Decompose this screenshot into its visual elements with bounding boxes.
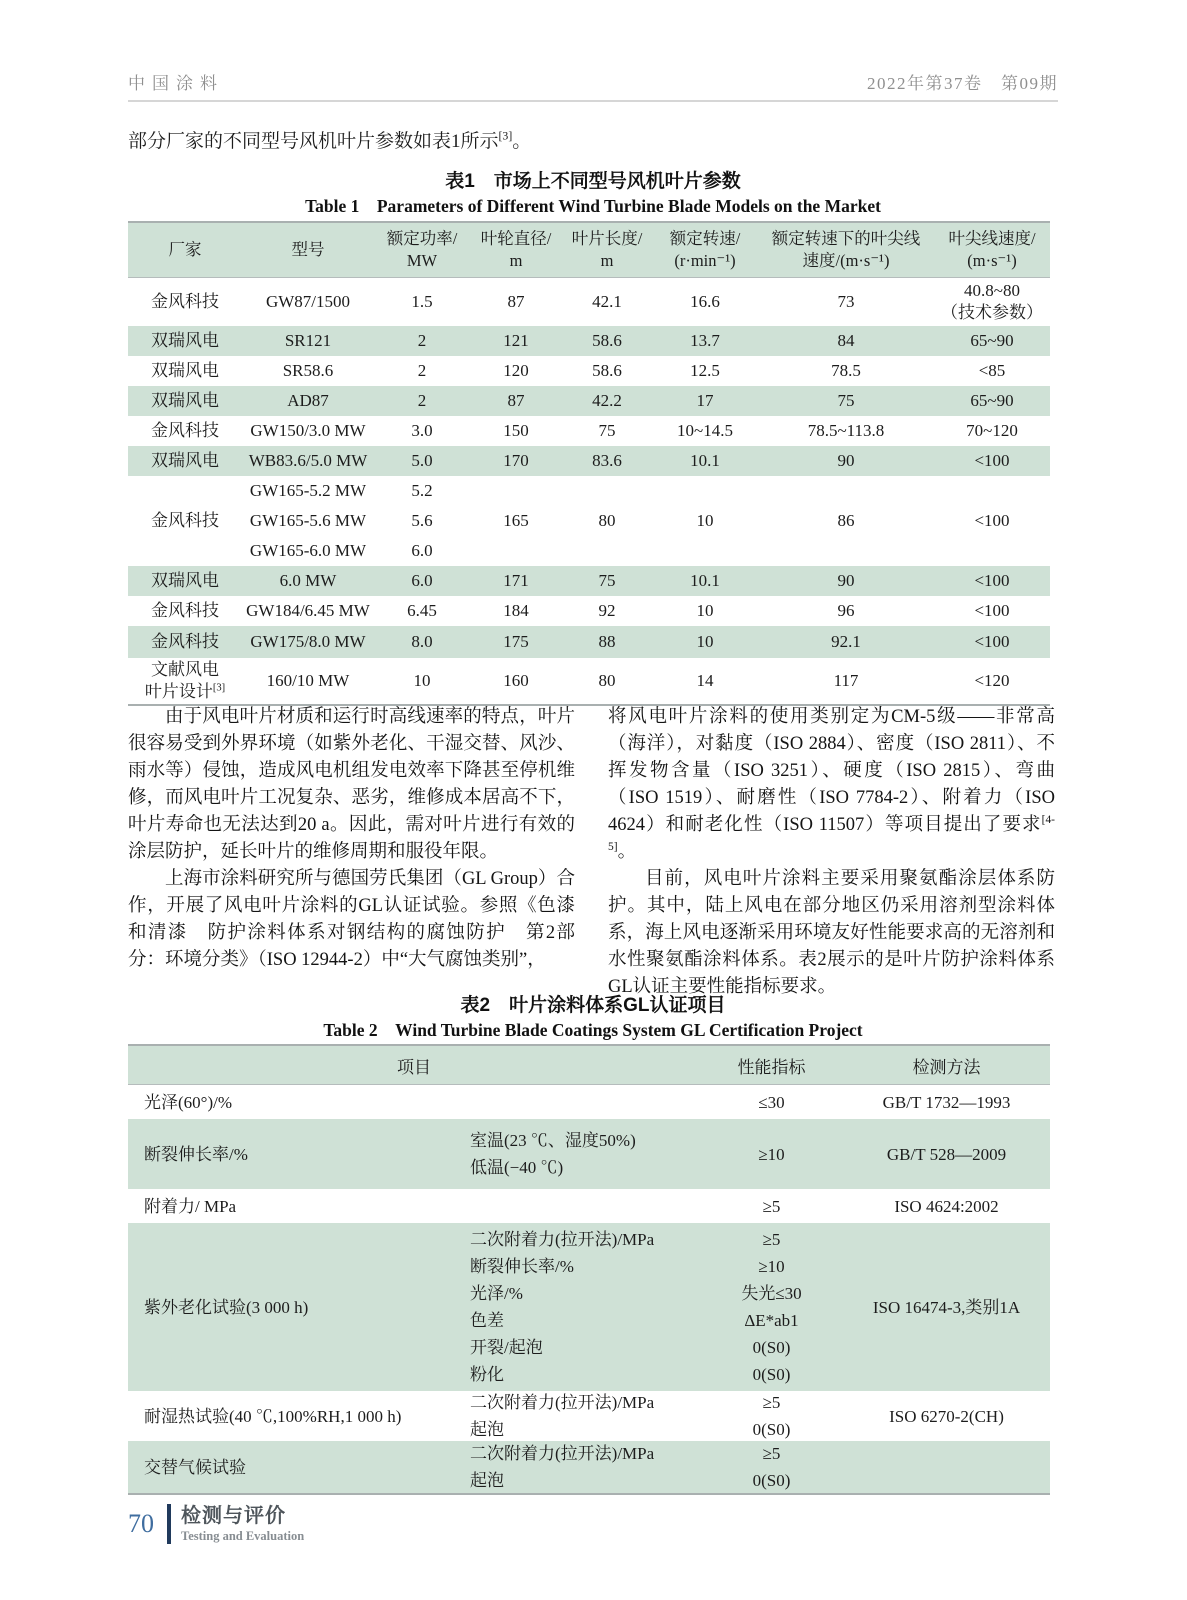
table1-cell: 65~90	[970, 331, 1014, 350]
table1-cell: 金风科技	[151, 601, 219, 620]
table1	[128, 221, 1050, 706]
table1-cell: 92	[598, 601, 616, 620]
table2-performance-cell: ≤30	[758, 1092, 785, 1112]
table1-cell: 88	[598, 632, 616, 651]
table1-cell: 14	[696, 671, 714, 690]
table1-cell: 80	[598, 511, 616, 530]
table1-cell: 金风科技	[151, 421, 219, 440]
paragraph: 由于风电叶片材质和运行时高线速率的特点，叶片很容易受到外界环境（如紫外老化、干湿交替、风沙、雨水等）侵蚀，造成风电机组发电效率下降甚至停机维修，而风电叶片工况复杂、恶劣，维修成本居高不下，叶片寿命也无法达到20 a。因此，需对叶片进行有效的涂层防护，延长叶片的维修周期和服役年限。	[128, 707, 575, 862]
table1-cell: 165	[503, 511, 529, 530]
table1-cell: GW175/8.0 MW	[250, 632, 366, 651]
table1-cell: 8.0	[411, 632, 433, 651]
table1-cell: 双瑞风电	[151, 361, 219, 380]
table1-header-cell: 叶尖线速度/ (m·s⁻¹)	[948, 229, 1036, 270]
table1-cell: 75	[598, 421, 616, 440]
table1-cell: 1.5	[411, 292, 433, 311]
table2-item-cell: 耐湿热试验(40 ℃,100%RH,1 000 h)	[144, 1406, 402, 1426]
table2-row	[128, 1441, 1050, 1493]
table1-row	[128, 476, 1050, 566]
table1-header-cell: 厂家	[168, 240, 202, 259]
table1-cell: <100	[974, 571, 1010, 590]
table1-cell: 2	[417, 361, 427, 380]
table2-subitem-cell	[470, 1085, 700, 1119]
intro-paragraph: 部分厂家的不同型号风机叶片参数如表1所示[3]。	[128, 129, 532, 152]
table1-header-cell: 叶片长度/ m	[571, 229, 643, 270]
table2-subitem-cell	[470, 1189, 700, 1223]
table1-cell: <100	[974, 632, 1010, 651]
table2-performance-cell: ≥10	[758, 1144, 785, 1164]
body-column-left	[128, 704, 575, 1001]
table2-header-perf: 性能指标	[737, 1057, 806, 1077]
table1-cell: 42.2	[592, 391, 622, 410]
table1-cell: 80	[598, 671, 616, 690]
table1-cell: 6.0	[411, 571, 433, 590]
table1-cell: 42.1	[592, 292, 622, 311]
table2-performance-cell: ≥5	[762, 1196, 781, 1216]
table2-row	[128, 1391, 1050, 1441]
table2-method-cell: ISO 4624:2002	[894, 1196, 999, 1216]
table1-cell: 150	[503, 421, 529, 440]
table1-row	[128, 278, 1050, 326]
page-footer	[128, 1504, 304, 1544]
table2-method-cell: ISO 6270-2(CH)	[889, 1406, 1004, 1426]
table1-cell: 84	[837, 331, 855, 350]
table2-title-cn: 表2 叶片涂料体系GL认证项目	[460, 995, 726, 1016]
table1-cell: GW184/6.45 MW	[246, 601, 370, 620]
table2-performance-cell: ≥5 0(S0)	[752, 1444, 791, 1490]
table1-title-cn: 表1 市场上不同型号风机叶片参数	[445, 171, 741, 192]
table1-row	[128, 566, 1050, 596]
table1-cell: 40.8~80 （技术参数）	[941, 281, 1043, 322]
table1-cell: 96	[837, 601, 855, 620]
table2-subitem-cell: 二次附着力(拉开法)/MPa 断裂伸长率/% 光泽/% 色差 开裂/起泡 粉化	[470, 1230, 655, 1384]
table1-title-en: Table 1 Parameters of Different Wind Turbine Blade Models on the Market	[305, 196, 881, 216]
table1-cell: GW87/1500	[265, 292, 351, 311]
table1-cell: 金风科技	[151, 292, 219, 311]
table1-cell: 10.1	[690, 451, 720, 470]
table2-header-method: 检测方法	[912, 1057, 981, 1077]
table1-cell: 12.5	[690, 361, 720, 380]
table1-cell: 87	[507, 292, 525, 311]
table2-subitem-cell: 二次附着力(拉开法)/MPa 起泡	[470, 1393, 655, 1439]
table1-row	[128, 658, 1050, 704]
table2-item-cell: 交替气候试验	[144, 1457, 246, 1477]
table1-cell: 双瑞风电	[151, 451, 219, 470]
table1-cell: 175	[503, 632, 529, 651]
table2-subitem-cell: 室温(23 ℃、湿度50%) 低温(−40 ℃)	[470, 1131, 636, 1177]
table1-row	[128, 596, 1050, 626]
table1-cell: GW165-5.2 MW GW165-5.6 MW GW165-6.0 MW	[249, 481, 367, 560]
footer-section	[181, 1505, 304, 1544]
table1-cell: 160	[503, 671, 529, 690]
table1-cell: 5.2 5.6 6.0	[411, 481, 433, 560]
table1-cell: GW150/3.0 MW	[250, 421, 366, 440]
table1-cell: 10.1	[690, 571, 720, 590]
footer-section-cn: 检测与评价	[181, 1504, 286, 1527]
table1-cell: 10	[696, 511, 714, 530]
table1-cell: 13.7	[690, 331, 720, 350]
table1-cell: 6.0 MW	[279, 571, 337, 590]
journal-name: 中国涂料	[128, 74, 224, 93]
table2-method-cell: ISO 16474-3,类别1A	[872, 1297, 1021, 1317]
table1-cell: 78.5	[831, 361, 861, 380]
table2-subitem-cell: 二次附着力(拉开法)/MPa 起泡	[470, 1444, 655, 1490]
table1-cell: 6.45	[407, 601, 437, 620]
table1-cell: 10	[413, 671, 431, 690]
table2-performance-cell: ≥5 0(S0)	[752, 1393, 791, 1439]
table1-cell: 90	[837, 571, 855, 590]
table1-cell: 120	[503, 361, 529, 380]
table1-cell: <100	[974, 601, 1010, 620]
table1-cell: 文献风电 叶片设计[3]	[144, 660, 226, 701]
table1-row	[128, 626, 1050, 658]
table1-cell: 171	[503, 571, 529, 590]
issue-info: 2022年第37卷 第09期	[867, 74, 1058, 93]
table1-cell: 65~90	[970, 391, 1014, 410]
table1-cell: 17	[696, 391, 714, 410]
table1-header-cell: 额定转速下的叶尖线 速度/(m·s⁻¹)	[771, 229, 921, 270]
table1-cell: 184	[503, 601, 529, 620]
table1-cell: 121	[503, 331, 529, 350]
table1-cell: 170	[503, 451, 529, 470]
journal-header	[128, 72, 1058, 102]
body-column-right	[608, 704, 1055, 1001]
paragraph: 上海市涂料研究所与德国劳氏集团（GL Group）合作，开展了风电叶片涂料的GL认证试验。参照《色漆和清漆 防护涂料体系对钢结构的腐蚀防护 第2部分：环境分类》（ISO 12944-2）中“大气腐蚀类别”，	[128, 869, 575, 970]
table2-performance-cell: ≥5 ≥10 失光≤30 ΔE*ab1 0(S0) 0(S0)	[741, 1230, 802, 1384]
table1-cell: 75	[598, 571, 616, 590]
table1-cell: 2	[417, 391, 427, 410]
table1-cell: 78.5~113.8	[807, 421, 885, 440]
footer-section-en: Testing and Evaluation	[181, 1528, 305, 1543]
table2-item-cell: 断裂伸长率/%	[144, 1144, 248, 1164]
table1-row	[128, 356, 1050, 386]
paragraph: 将风电叶片涂料的使用类别定为CM-5级——非常高（海洋），对黏度（ISO 2884）、密度（ISO 2811）、不挥发物含量（ISO 3251）、硬度（ISO 2815）、弯曲（ISO 1519）、耐磨性（ISO 7784-2）、附着力（ISO 4624）和耐老化性（ISO 11507）等项目提出了要求[4-5]。	[608, 707, 1055, 862]
table1-cell: 双瑞风电	[151, 571, 219, 590]
table1-cell: 10~14.5	[677, 421, 733, 440]
table2-row	[128, 1223, 1050, 1391]
table1-cell: 92.1	[831, 632, 861, 651]
table1-cell: 83.6	[592, 451, 622, 470]
table1-cell: 3.0	[411, 421, 433, 440]
table2-item-cell: 光泽(60°)/%	[144, 1092, 233, 1112]
table1-header-cell: 额定转速/ (r·min⁻¹)	[669, 229, 741, 270]
table1-cell: <120	[974, 671, 1010, 690]
paragraph: 目前，风电叶片涂料主要采用聚氨酯涂层体系防护。其中，陆上风电在部分地区仍采用溶剂型涂料体系，海上风电逐渐采用环境友好性能要求高的无溶剂和水性聚氨酯涂料体系。表2展示的是叶片防护涂料体系GL认证主要性能指标要求。	[608, 869, 1055, 997]
table1-row	[128, 416, 1050, 446]
table1-cell: 58.6	[592, 361, 622, 380]
table1-row	[128, 446, 1050, 476]
table1-cell: 双瑞风电	[151, 331, 219, 350]
page-number: 70	[128, 1509, 154, 1538]
table1-cell: 10	[696, 632, 714, 651]
table1-header-cell: 叶轮直径/ m	[480, 229, 552, 270]
table1-cell: <100	[974, 451, 1010, 470]
table1-cell: AD87	[287, 391, 329, 410]
table1-cell: SR58.6	[282, 361, 334, 380]
table2-row	[128, 1119, 1050, 1189]
table2-row	[128, 1085, 1050, 1119]
table1-cell: 160/10 MW	[266, 671, 350, 690]
table2	[128, 1044, 1050, 1495]
table1-header-row	[128, 221, 1050, 278]
table2-method-cell	[843, 1441, 1050, 1493]
table1-cell: 双瑞风电	[151, 391, 219, 410]
table1-cell: 58.6	[592, 331, 622, 350]
table1-cell: 86	[837, 511, 855, 530]
footer-divider-bar	[167, 1504, 171, 1544]
table1-cell: 117	[833, 671, 859, 690]
table2-header-row	[128, 1044, 1050, 1085]
table1-header-cell: 额定功率/ MW	[386, 229, 458, 270]
table2-row	[128, 1189, 1050, 1223]
table1-cell: <100	[974, 511, 1010, 530]
table1-header-cell: 型号	[291, 240, 325, 259]
table1-cell: 90	[837, 451, 855, 470]
table1-cell: 2	[417, 331, 427, 350]
table1-cell: 73	[837, 292, 855, 311]
table2-method-cell: GB/T 1732—1993	[882, 1092, 1011, 1112]
table2-method-cell: GB/T 528—2009	[886, 1144, 1007, 1164]
table1-row	[128, 386, 1050, 416]
table2-title-en: Table 2 Wind Turbine Blade Coatings System GL Certification Project	[323, 1020, 863, 1040]
table1-cell: 16.6	[690, 292, 720, 311]
body-text	[128, 704, 1055, 1001]
table1-row	[128, 326, 1050, 356]
table1-cell: 5.0	[411, 451, 433, 470]
table1-cell: WB83.6/5.0 MW	[248, 451, 368, 470]
table1-cell: 70~120	[966, 421, 1018, 440]
table1-cell: 75	[837, 391, 855, 410]
table2-item-cell: 附着力/ MPa	[144, 1196, 237, 1216]
table1-cell: 10	[696, 601, 714, 620]
table1-cell: 金风科技	[151, 511, 219, 530]
table2-item-cell: 紫外老化试验(3 000 h)	[144, 1297, 309, 1317]
table1-cell: 金风科技	[151, 632, 219, 651]
table1-cell: SR121	[284, 331, 332, 350]
table1-cell: <85	[978, 361, 1006, 380]
table2-header-item: 项目	[397, 1057, 431, 1077]
table1-cell: 87	[507, 391, 525, 410]
